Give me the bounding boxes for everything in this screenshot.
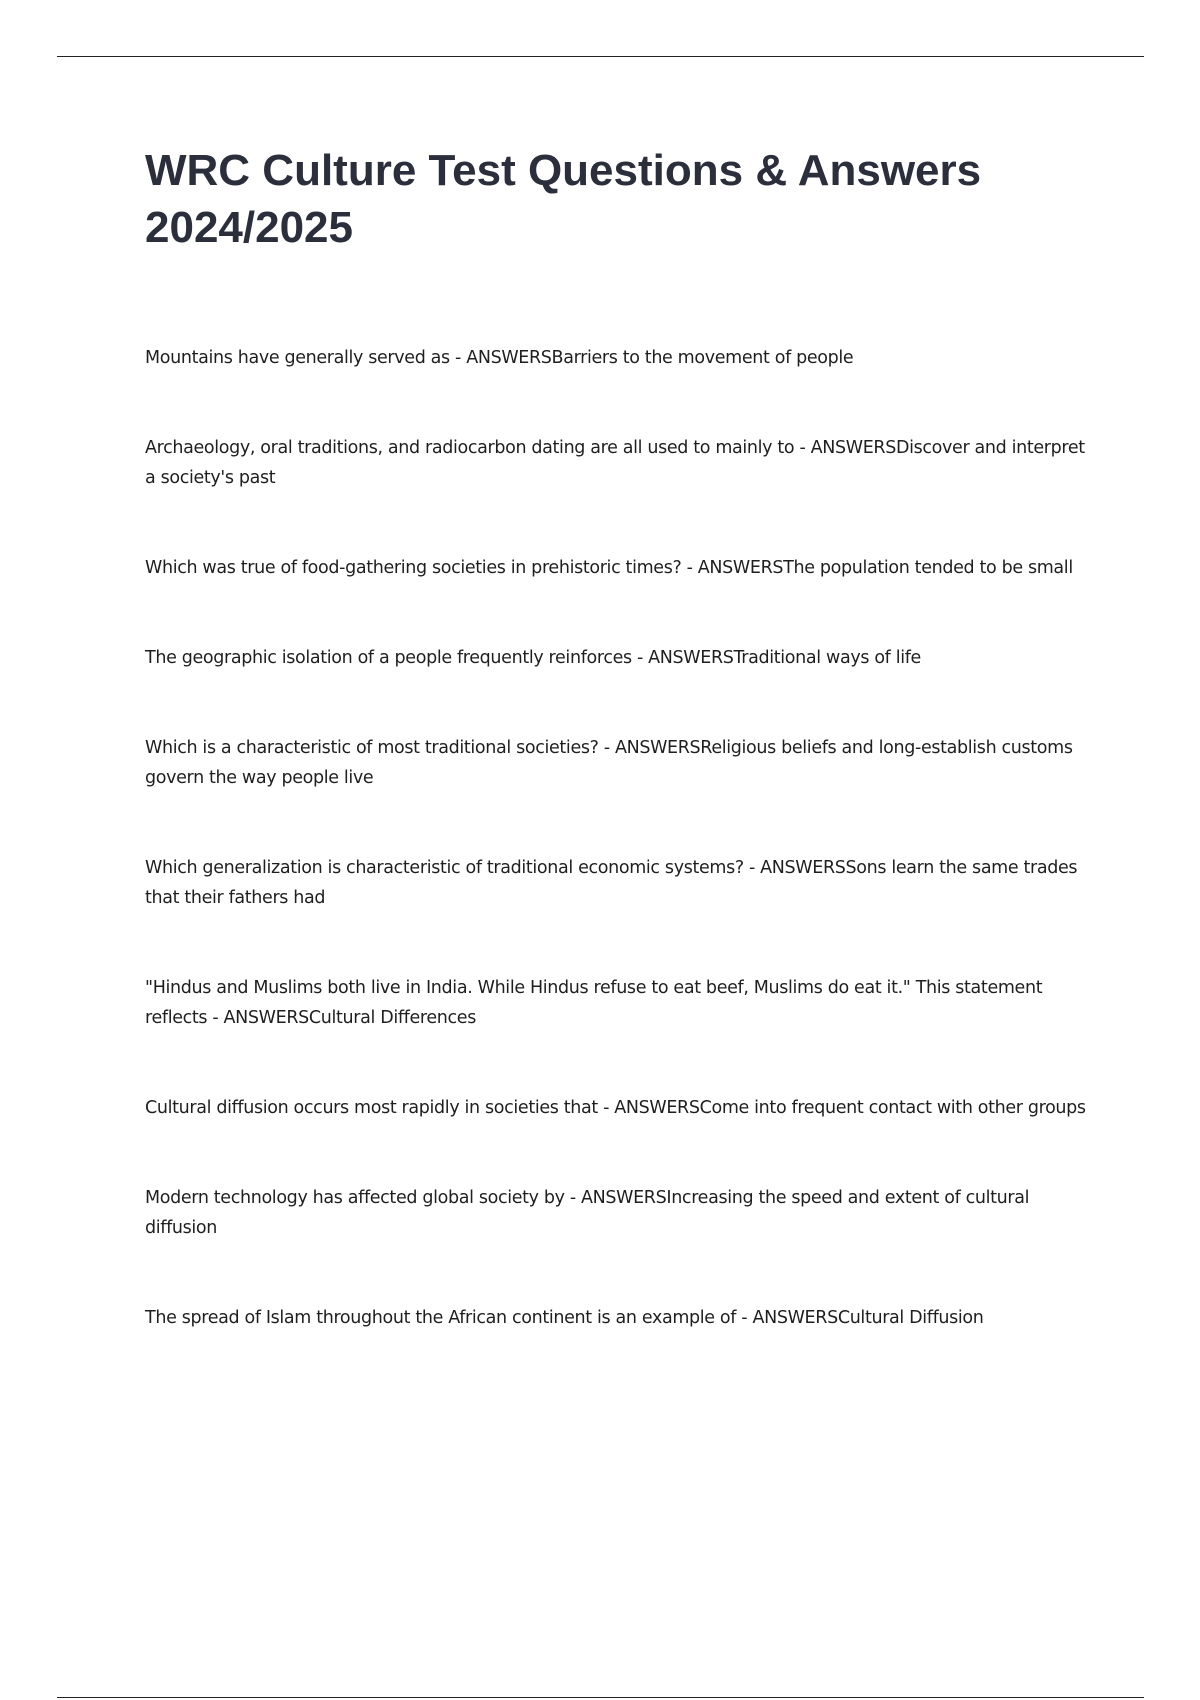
qa-item: Cultural diffusion occurs most rapidly in societies that - ANSWERSCome into frequent contact with other groups [145,1098,1086,1118]
qa-item: Modern technology has affected global society by - ANSWERSIncreasing the speed and extent of cultural diffusion [145,1188,1030,1238]
qa-item: The geographic isolation of a people frequently reinforces - ANSWERSTraditional ways of life [145,648,921,668]
qa-item: Archaeology, oral traditions, and radiocarbon dating are all used to mainly to - ANSWERSDiscover and interpret a society's past [145,438,1085,488]
qa-item: Which generalization is characteristic of traditional economic systems? - ANSWERSSons learn the same trades that their fathers had [145,858,1078,908]
document-body [145,142,1090,1393]
bottom-divider [57,1697,1144,1698]
qa-item: Which was true of food-gathering societies in prehistoric times? - ANSWERSThe population tended to be small [145,558,1073,578]
qa-list [145,343,1090,1333]
document-title: WRC Culture Test Questions & Answers 2024/2025 [145,146,982,252]
qa-item: "Hindus and Muslims both live in India. While Hindus refuse to eat beef, Muslims do eat it." This statement reflects - ANSWERSCultural Differences [145,978,1043,1028]
top-divider [57,56,1144,57]
qa-item: Which is a characteristic of most traditional societies? - ANSWERSReligious beliefs and long-establish customs govern the way people live [145,738,1073,788]
qa-item: Mountains have generally served as - ANSWERSBarriers to the movement of people [145,348,854,368]
qa-item: The spread of Islam throughout the African continent is an example of - ANSWERSCultural Diffusion [145,1308,984,1328]
